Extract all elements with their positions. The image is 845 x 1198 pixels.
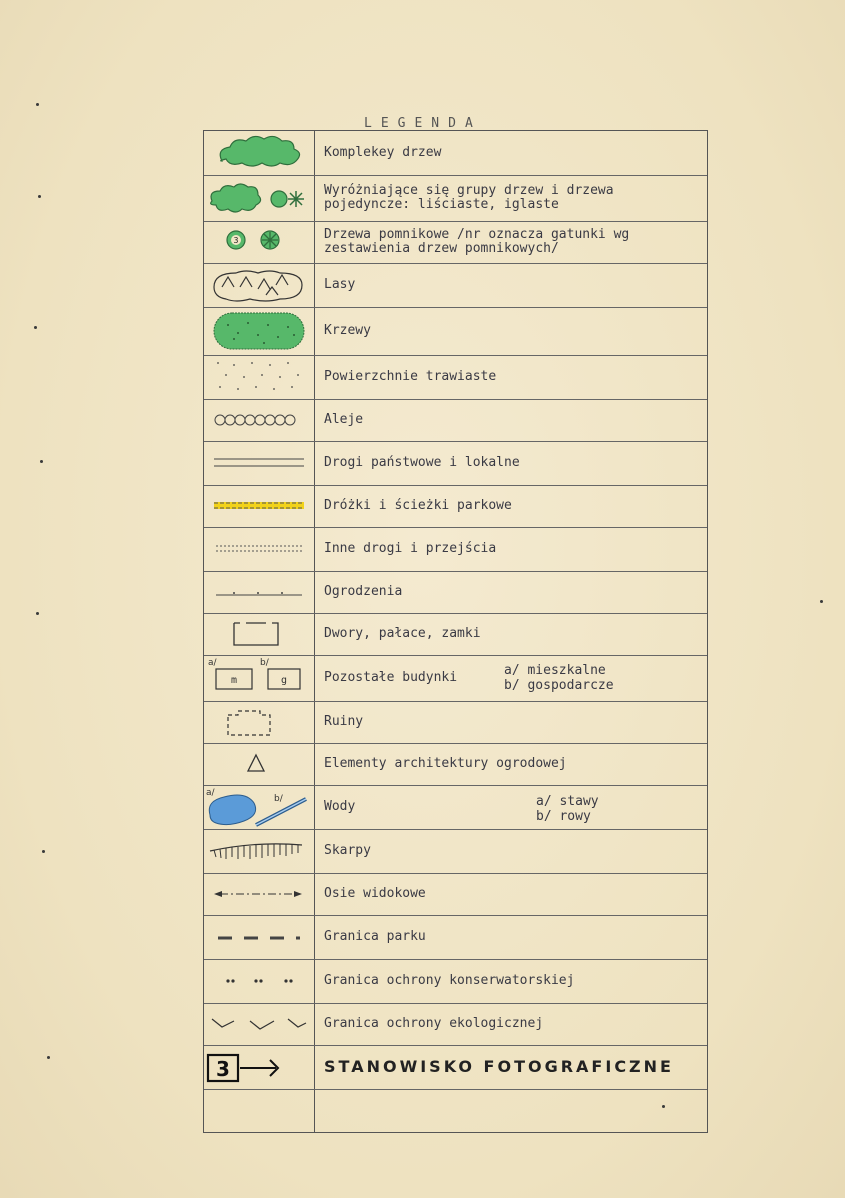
row-label: Inne drogi i przejścia bbox=[324, 541, 497, 556]
legend-row-granica-ekologiczna bbox=[204, 1003, 707, 1046]
legend-row-wody bbox=[204, 785, 707, 830]
row-label: Powierzchnie trawiaste bbox=[324, 369, 497, 384]
ink-speck bbox=[662, 1105, 665, 1108]
slope-symbol bbox=[204, 829, 314, 873]
monument-tree-symbol bbox=[204, 221, 314, 263]
ink-speck bbox=[820, 600, 823, 603]
row-label-wrap bbox=[324, 785, 703, 829]
row-label: Osie widokowe bbox=[324, 886, 426, 901]
mark-a: a/ bbox=[206, 788, 215, 798]
row-label: Drzewa pomnikowe /nr oznacza gatunki wg zestawienia drzew pomnikowych/ bbox=[324, 227, 630, 256]
fence-symbol bbox=[204, 571, 314, 613]
forest-symbol bbox=[204, 263, 314, 307]
mark-b: b/ bbox=[274, 794, 283, 804]
row-label: Pozostałe budynki bbox=[324, 670, 458, 685]
legend-row-ogrodzenia bbox=[204, 571, 707, 614]
legend-row-empty bbox=[204, 1089, 707, 1133]
building-symbol bbox=[204, 655, 314, 701]
ink-speck bbox=[42, 850, 45, 853]
legend-row-granica-parku bbox=[204, 915, 707, 960]
avenue-symbol bbox=[204, 399, 314, 441]
ink-speck bbox=[36, 612, 39, 615]
sub-label-b: b/ gospodarcze bbox=[504, 678, 614, 693]
ink-speck bbox=[40, 460, 43, 463]
legend-title: LEGENDA bbox=[364, 116, 482, 131]
legend-row-inne-drogi bbox=[204, 527, 707, 572]
mark-b: b/ bbox=[260, 658, 269, 668]
legend-row-aleje bbox=[204, 399, 707, 442]
legend-row-architektura bbox=[204, 743, 707, 786]
view-axis-symbol bbox=[204, 873, 314, 915]
row-label: STANOWISKO FOTOGRAFICZNE bbox=[324, 1057, 674, 1076]
road-symbol bbox=[204, 441, 314, 485]
legend-row-monument-trees bbox=[204, 221, 707, 264]
tree-group-symbol bbox=[204, 175, 314, 221]
box-b: g bbox=[280, 675, 288, 686]
legend-row-budynki bbox=[204, 655, 707, 702]
legend-row-groups-of-trees bbox=[204, 175, 707, 222]
ink-speck bbox=[47, 1056, 50, 1059]
row-label: Krzewy bbox=[324, 323, 371, 338]
photo-spot-symbol bbox=[204, 1045, 314, 1089]
legend-row-drozki bbox=[204, 485, 707, 528]
sub-label-a: a/ mieszkalne bbox=[504, 663, 606, 678]
park-border-symbol bbox=[204, 915, 314, 959]
legend-row-powierzchnie-trawiaste bbox=[204, 355, 707, 400]
row-label: Komplekey drzew bbox=[324, 145, 442, 160]
sub-label-a: a/ stawy bbox=[536, 794, 599, 809]
sub-label-b: b/ rowy bbox=[536, 809, 591, 824]
ink-speck bbox=[38, 195, 41, 198]
monument-number: 3 bbox=[233, 236, 239, 245]
row-label: Granica ochrony konserwatorskiej bbox=[324, 973, 575, 988]
legend-row-stanowisko bbox=[204, 1045, 707, 1090]
row-label: Wyróżniające się grupy drzew i drzewa pojedyncze: liściaste, iglaste bbox=[324, 183, 614, 212]
legend-row-osie bbox=[204, 873, 707, 916]
box-a: m bbox=[230, 675, 238, 686]
legend-table bbox=[203, 130, 708, 1133]
manor-symbol bbox=[204, 613, 314, 655]
legend-row-skarpy bbox=[204, 829, 707, 874]
legend-row-granica-konserwatorska bbox=[204, 959, 707, 1004]
row-label: Granica ochrony ekologicznej bbox=[324, 1016, 544, 1031]
row-label: Elementy architektury ogrodowej bbox=[324, 756, 567, 771]
row-label: Lasy bbox=[324, 277, 356, 292]
legend-row-lasy bbox=[204, 263, 707, 308]
legend-row-krzewy bbox=[204, 307, 707, 356]
ink-speck bbox=[36, 103, 39, 106]
tree-complex-symbol bbox=[204, 131, 314, 175]
photo-number: 3 bbox=[216, 1057, 230, 1081]
row-label: Ogrodzenia bbox=[324, 584, 403, 599]
row-label: Skarpy bbox=[324, 843, 371, 858]
grass-symbol bbox=[204, 355, 314, 399]
ecological-border-symbol bbox=[204, 1003, 314, 1045]
legend-row-ruiny bbox=[204, 701, 707, 744]
row-label: Ruiny bbox=[324, 714, 364, 729]
other-road-symbol bbox=[204, 527, 314, 571]
row-label: Dróżki i ścieżki parkowe bbox=[324, 498, 512, 513]
mark-a: a/ bbox=[208, 658, 217, 668]
water-symbol bbox=[204, 785, 314, 829]
row-label: Aleje bbox=[324, 412, 364, 427]
row-label: Wody bbox=[324, 799, 356, 814]
legend-row-dwory bbox=[204, 613, 707, 656]
ruins-symbol bbox=[204, 701, 314, 743]
ink-speck bbox=[34, 326, 37, 329]
shrub-symbol bbox=[204, 307, 314, 355]
row-label: Dwory, pałace, zamki bbox=[324, 626, 481, 641]
legend-row-komplekey-drzew bbox=[204, 131, 707, 176]
row-label-wrap bbox=[324, 1045, 703, 1089]
triangle-icon bbox=[204, 743, 314, 785]
park-path-symbol bbox=[204, 485, 314, 527]
row-label-wrap bbox=[324, 655, 703, 701]
row-label bbox=[324, 1089, 703, 1133]
row-label: Granica parku bbox=[324, 929, 426, 944]
conservation-border-symbol bbox=[204, 959, 314, 1003]
row-label: Drogi państwowe i lokalne bbox=[324, 455, 520, 470]
legend-row-drogi bbox=[204, 441, 707, 486]
